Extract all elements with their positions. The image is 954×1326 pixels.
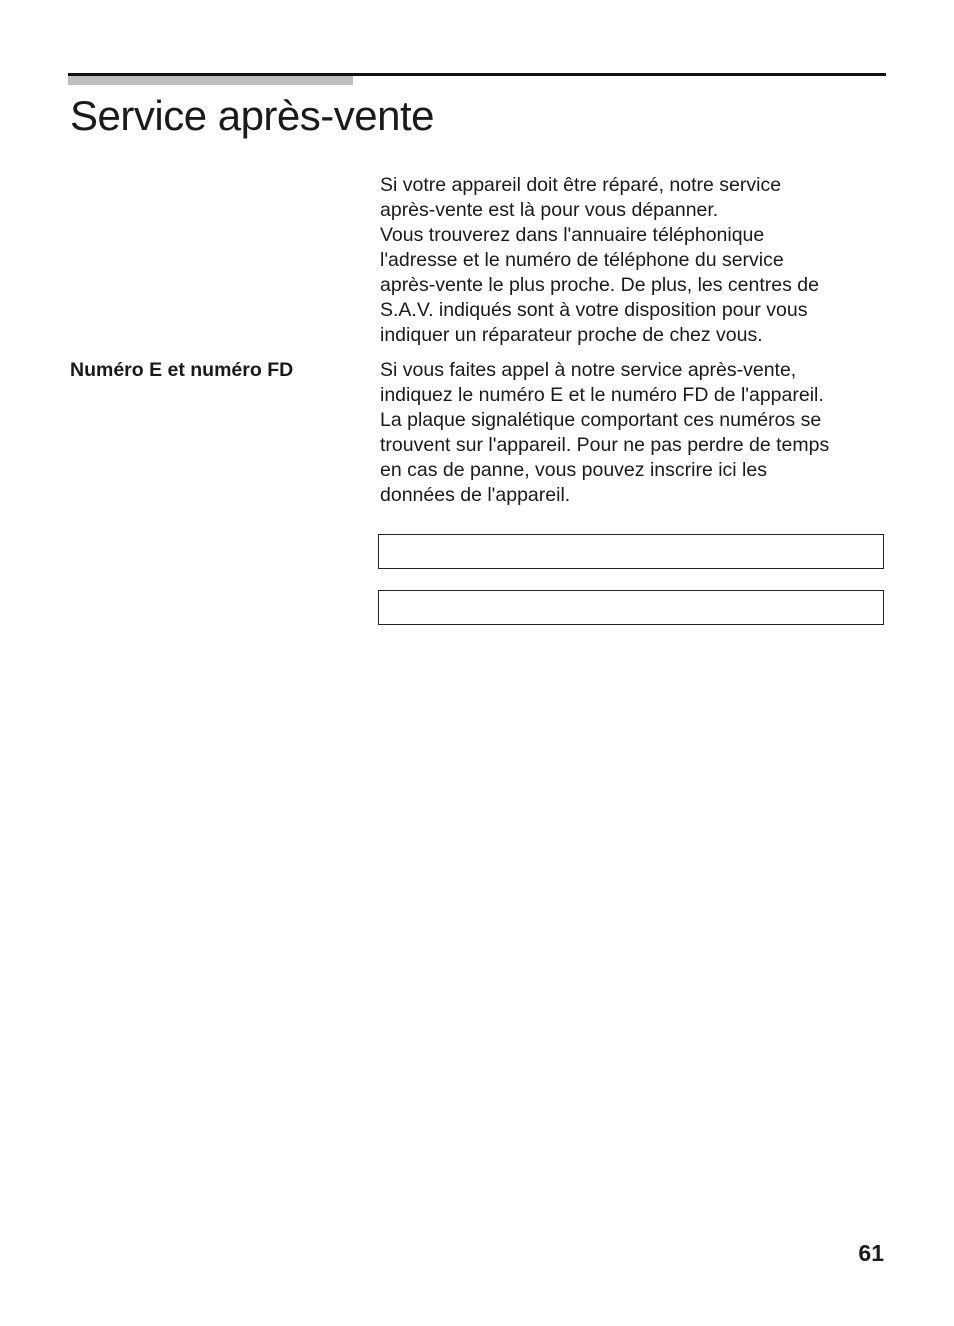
text-line: S.A.V. indiqués sont à votre disposition pour vous bbox=[380, 299, 808, 321]
text-line: l'adresse et le numéro de téléphone du service bbox=[380, 249, 784, 271]
text-line: indiquez le numéro E et le numéro FD de l'appareil. bbox=[380, 384, 824, 406]
text-line: données de l'appareil. bbox=[380, 484, 571, 506]
text-line: en cas de panne, vous pouvez inscrire ici les bbox=[380, 459, 767, 481]
page-number: 61 bbox=[858, 1240, 884, 1266]
header-accent-bar bbox=[68, 76, 353, 85]
section-heading-e-fd-numbers: Numéro E et numéro FD bbox=[70, 359, 294, 381]
intro-paragraph bbox=[380, 173, 880, 348]
numbers-paragraph bbox=[380, 358, 880, 508]
text-line: après-vente est là pour vous dépanner. bbox=[380, 199, 719, 221]
fd-number-field[interactable] bbox=[378, 590, 884, 625]
text-line: trouvent sur l'appareil. Pour ne pas perdre de temps bbox=[380, 434, 830, 456]
text-line: Si vous faites appel à notre service après-vente, bbox=[380, 359, 797, 381]
page-title: Service après-vente bbox=[70, 92, 435, 139]
text-line: Vous trouverez dans l'annuaire téléphonique bbox=[380, 224, 765, 246]
e-number-field[interactable] bbox=[378, 534, 884, 569]
text-line: indiquer un réparateur proche de chez vous. bbox=[380, 324, 763, 346]
text-line: après-vente le plus proche. De plus, les centres de bbox=[380, 274, 819, 296]
text-line: La plaque signalétique comportant ces numéros se bbox=[380, 409, 822, 431]
text-line: Si votre appareil doit être réparé, notre service bbox=[380, 174, 782, 196]
